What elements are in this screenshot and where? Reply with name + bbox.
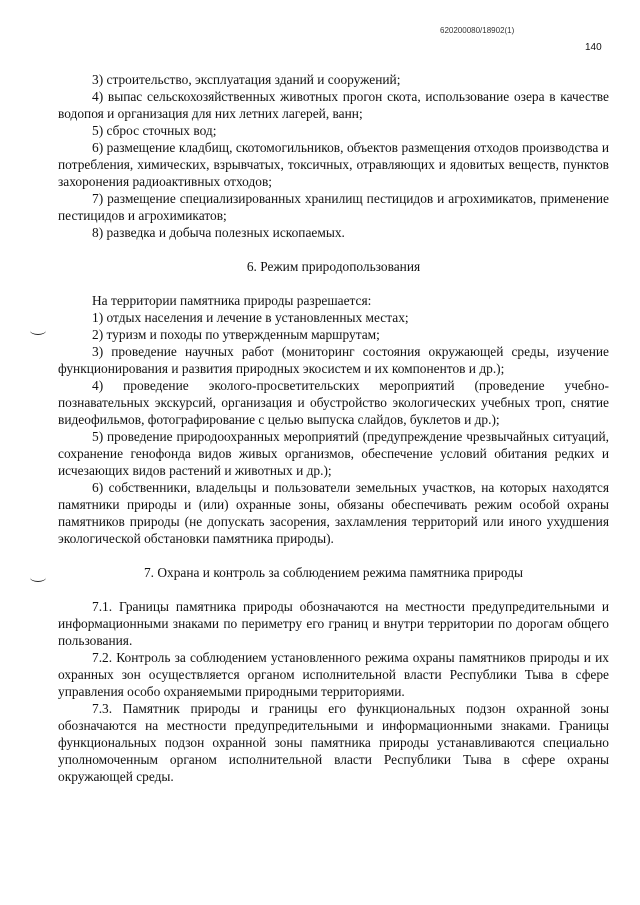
permitted-activities-list <box>58 292 609 547</box>
list-item: 5) сброс сточных вод; <box>92 123 217 138</box>
document-code: 620200080/18902(1) <box>440 26 515 35</box>
prohibited-activities-list <box>58 71 609 241</box>
list-item: 5) проведение природоохранных мероприятий (предупреждение чрезвычайных ситуаций, сохранение генофонда видов живых организмов, обеспечение условий обитания редких и исчезающих видов растений и животных и др.); <box>58 429 609 478</box>
paragraph: 7.3. Памятник природы и границы его функциональных подзон охранной зоны обозначаются на местности предупредительными и информационными знаками. Границы функциональных подзон охранной зоны памятника природы устанавливаются специально уполномоченным органом исполнительной власти Республики Тыва в сфере охраны окружающей среды. <box>58 701 609 784</box>
paragraph: 7.2. Контроль за соблюдением установленного режима охраны памятников природы и их охранных зон осуществляется органом исполнительной власти Республики Тыва в сфере управления особо охраняемыми природными территориями. <box>58 650 609 699</box>
margin-pen-mark <box>30 573 46 582</box>
list-item: 8) разведка и добыча полезных ископаемых. <box>92 225 345 240</box>
section-heading: 7. Охрана и контроль за соблюдением режима памятника природы <box>143 565 524 580</box>
page-number: 140 <box>585 42 602 53</box>
margin-pen-mark <box>30 326 46 335</box>
paragraph: 7.1. Границы памятника природы обозначаются на местности предупредительными и информационными знаками по периметру его границ и внутри территории по дорогам общего пользования. <box>58 599 609 648</box>
protection-paragraphs <box>58 598 609 785</box>
document-body <box>58 71 609 785</box>
section-heading: 6. Режим природопользования <box>246 259 421 274</box>
list-item: 4) проведение эколого-просветительских мероприятий (проведение учебно-познавательных экскурсий, организация и обустройство экологических учебных троп, снятие видеофильмов, фотографирование с целью выпуска слайдов, буклетов и др.); <box>58 378 609 427</box>
section-intro: На территории памятника природы разрешается: <box>92 293 372 308</box>
list-item: 3) строительство, эксплуатация зданий и сооружений; <box>92 72 401 87</box>
list-item: 4) выпас сельскохозяйственных животных прогон скота, использование озера в качестве водопоя и организация для них летних лагерей, ванн; <box>58 89 609 121</box>
list-item: 7) размещение специализированных хранилищ пестицидов и агрохимикатов, применение пестицидов и агрохимикатов; <box>58 191 609 223</box>
list-item: 6) размещение кладбищ, скотомогильников, объектов размещения отходов производства и потребления, химических, взрывчатых, токсичных, отравляющих и ядовитых веществ, пунктов захоронения радиоактивных отходов; <box>58 140 609 189</box>
list-item: 6) собственники, владельцы и пользователи земельных участков, на которых находятся памятники природы и (или) охранные зоны, обязаны обеспечивать режим особой охраны памятников природы (не допускать засорения, захламления территорий или иного ухудшения экологической обстановки памятника природы). <box>58 480 609 546</box>
list-item: 1) отдых населения и лечение в установленных местах; <box>92 310 409 325</box>
list-item: 2) туризм и походы по утвержденным маршрутам; <box>92 327 380 342</box>
list-item: 3) проведение научных работ (мониторинг состояния окружающей среды, изучение функционирования и развития природных экосистем и их компонентов и др.); <box>58 344 609 376</box>
